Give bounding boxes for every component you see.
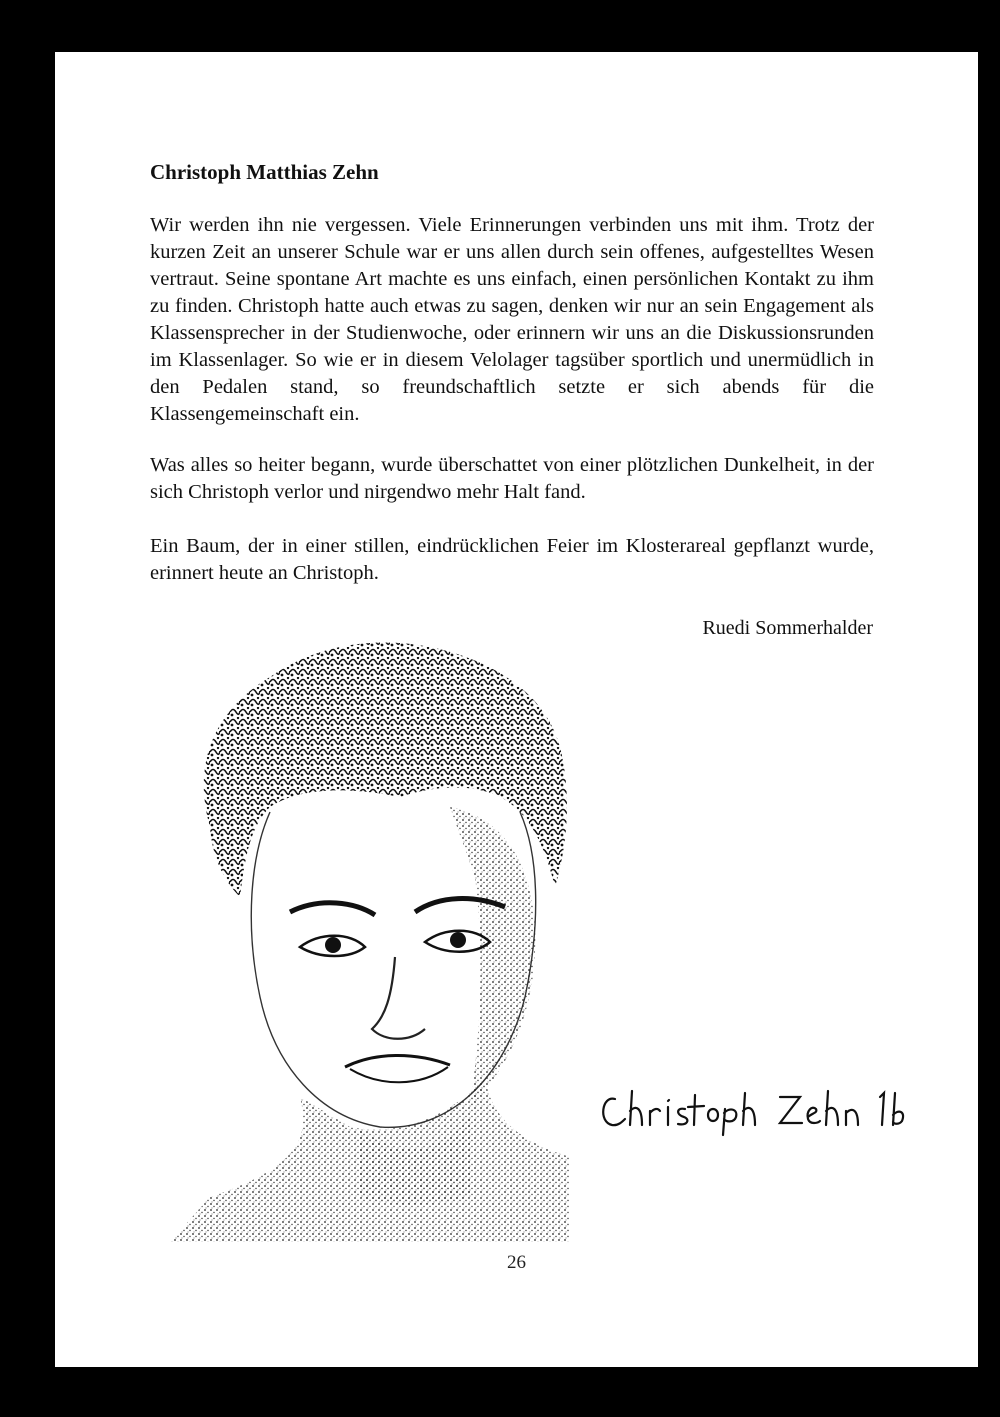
document-page [55, 52, 978, 1367]
author-name: Ruedi Sommerhalder [702, 617, 873, 639]
paragraph-3: Ein Baum, der in einer stillen, eindrücklichen Feier im Klosterareal gepflanzt wurde, erinnert heute an Christoph. [150, 535, 874, 584]
page-title: Christoph Matthias Zehn [150, 160, 379, 184]
page-number: 26 [507, 1252, 526, 1273]
handwritten-signature-icon [590, 1077, 910, 1137]
portrait-sketch-icon [150, 597, 585, 1242]
paragraph-2: Was alles so heiter begann, wurde überschattet von einer plötzlichen Dunkelheit, in der sich Christoph verlor und nirgendwo mehr Halt fand. [150, 454, 874, 503]
paragraph-1: Wir werden ihn nie vergessen. Viele Erinnerungen verbinden uns mit ihm. Trotz der kurzen Zeit an unserer Schule war er uns allen durch sein offenes, aufgestelltes Wesen vertraut. Seine spontane Art machte es uns einfach, einen persönlichen Kontakt zu ihm zu finden. Christoph hatte auch etwas zu sagen, denken wir nur an sein Engagement als Klassensprecher in der Studienwoche, oder erinnern wir uns an die Diskussionsrunden im Klassenlager. So wie er in diesem Velolager tagsüber sportlich und unermüdlich in den Pedalen stand, so freundschaftlich setzte er sich abends für die Klassengemeinschaft ein. [150, 214, 874, 425]
